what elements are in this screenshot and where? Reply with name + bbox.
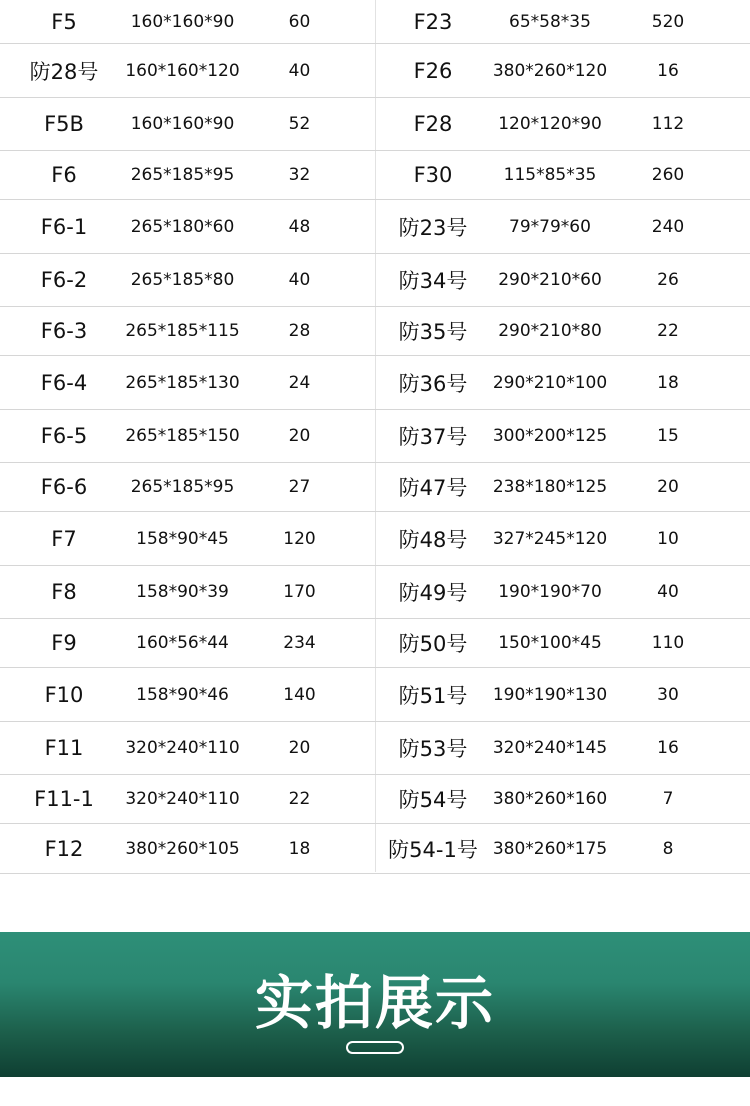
model-cell: 防49号 [398, 581, 468, 605]
size-cell: 290*210*80 [498, 321, 602, 341]
quantity-cell: 48 [288, 216, 311, 237]
model-cell: 防35号 [398, 320, 468, 344]
quantity-cell: 10 [657, 528, 679, 549]
model-cell: F9 [51, 631, 77, 655]
size-cell: 160*56*44 [136, 633, 229, 653]
quantity-cell: 52 [288, 114, 311, 134]
table-row [0, 775, 750, 824]
model-cell: F30 [413, 163, 453, 187]
model-cell: F23 [413, 9, 453, 34]
quantity-cell: 40 [288, 270, 311, 290]
size-cell: 79*79*60 [509, 216, 591, 237]
size-cell: 265*185*115 [125, 321, 240, 341]
model-cell: 防51号 [398, 683, 468, 708]
model-cell: F11 [44, 736, 84, 760]
model-cell: F5B [44, 112, 84, 136]
quantity-cell: 240 [651, 216, 685, 237]
size-cell: 380*260*175 [492, 838, 608, 859]
table-row [0, 307, 750, 356]
size-cell: 320*240*110 [125, 738, 240, 758]
quantity-cell: 28 [288, 321, 311, 341]
quantity-cell: 18 [657, 372, 679, 393]
table-row [0, 619, 750, 668]
size-cell: 320*240*145 [492, 738, 608, 758]
section-banner [0, 932, 750, 1077]
size-cell: 150*100*45 [498, 633, 602, 653]
size-cell: 265*185*95 [130, 477, 235, 497]
quantity-cell: 18 [288, 838, 311, 859]
table-row [0, 356, 750, 410]
size-cell: 320*240*110 [125, 789, 240, 809]
quantity-cell: 7 [662, 789, 674, 809]
table-row [0, 44, 750, 98]
table-row [0, 668, 750, 722]
table-row [0, 722, 750, 775]
quantity-cell: 16 [657, 738, 679, 758]
model-cell: 防53号 [398, 737, 468, 761]
size-cell: 160*160*90 [130, 11, 235, 32]
size-cell: 265*185*150 [125, 426, 240, 446]
table-row [0, 463, 750, 512]
model-cell: F6-1 [40, 214, 88, 239]
model-cell: F8 [51, 580, 77, 604]
size-cell: 160*160*90 [130, 114, 235, 134]
size-cell: 290*210*100 [492, 372, 608, 393]
size-cell: 265*180*60 [130, 216, 235, 237]
quantity-cell: 520 [651, 11, 685, 32]
model-cell: F28 [413, 112, 453, 136]
model-cell: F6-5 [40, 424, 88, 448]
quantity-cell: 40 [288, 60, 311, 81]
size-cell: 290*210*60 [498, 270, 602, 290]
quantity-cell: 8 [662, 838, 674, 859]
table-row [0, 151, 750, 200]
quantity-cell: 26 [657, 270, 679, 290]
table-row [0, 0, 750, 44]
model-cell: 防48号 [398, 527, 468, 552]
quantity-cell: 170 [283, 582, 316, 602]
quantity-cell: 40 [657, 582, 679, 602]
quantity-cell: 112 [651, 114, 685, 134]
model-cell: 防36号 [398, 371, 468, 396]
model-cell: F6-4 [40, 370, 88, 395]
model-cell: F12 [44, 836, 84, 861]
quantity-cell: 20 [657, 477, 679, 497]
banner-title: 实拍展示 [254, 969, 495, 1037]
quantity-cell: 24 [288, 372, 311, 393]
quantity-cell: 140 [283, 684, 316, 705]
model-cell: F7 [51, 526, 77, 551]
size-cell: 158*90*46 [136, 684, 229, 705]
size-cell: 265*185*130 [125, 372, 240, 393]
table-row [0, 200, 750, 254]
model-cell: 防54号 [398, 788, 468, 812]
size-cell: 300*200*125 [492, 426, 608, 446]
model-cell: 防23号 [398, 215, 468, 240]
quantity-cell: 30 [657, 684, 679, 705]
table-row [0, 98, 750, 151]
model-cell: F10 [44, 682, 84, 707]
model-cell: 防37号 [398, 425, 468, 449]
table-row [0, 254, 750, 307]
size-cell: 327*245*120 [492, 528, 608, 549]
size-cell: 190*190*130 [492, 684, 608, 705]
model-cell: 防54-1号 [388, 837, 478, 862]
quantity-cell: 234 [283, 633, 316, 653]
quantity-cell: 22 [657, 321, 679, 341]
quantity-cell: 110 [651, 633, 685, 653]
size-cell: 120*120*90 [498, 114, 602, 134]
size-cell: 238*180*125 [492, 477, 608, 497]
quantity-cell: 22 [288, 789, 311, 809]
size-cell: 115*85*35 [503, 165, 597, 185]
size-cell: 380*260*120 [492, 60, 608, 81]
table-row [0, 824, 750, 874]
size-cell: 265*185*95 [130, 165, 235, 185]
model-cell: F6-2 [40, 268, 88, 292]
quantity-cell: 120 [283, 528, 316, 549]
quantity-cell: 20 [288, 426, 311, 446]
quantity-cell: 20 [288, 738, 311, 758]
model-cell: 防47号 [398, 476, 468, 500]
banner-pill-ornament [346, 1041, 404, 1054]
quantity-cell: 27 [288, 477, 311, 497]
quantity-cell: 15 [657, 426, 679, 446]
size-cell: 158*90*45 [136, 528, 229, 549]
size-cell: 380*260*105 [125, 838, 240, 859]
quantity-cell: 260 [651, 165, 685, 185]
table-row [0, 566, 750, 619]
model-cell: F6-3 [40, 319, 88, 343]
size-cell: 65*58*35 [509, 11, 591, 32]
model-cell: F6-6 [40, 475, 88, 499]
model-cell: F5 [51, 9, 77, 34]
model-cell: F6 [51, 163, 77, 187]
size-cell: 190*190*70 [498, 582, 602, 602]
size-cell: 160*160*120 [125, 60, 240, 81]
size-cell: 158*90*39 [136, 582, 229, 602]
table-row [0, 410, 750, 463]
model-cell: F26 [413, 58, 453, 83]
quantity-cell: 60 [288, 11, 311, 32]
model-cell: F11-1 [34, 787, 94, 811]
model-cell: 防34号 [398, 269, 468, 293]
table-row [0, 512, 750, 566]
size-cell: 380*260*160 [492, 789, 608, 809]
size-cell: 265*185*80 [130, 270, 235, 290]
quantity-cell: 32 [288, 165, 311, 185]
model-cell: 防28号 [29, 59, 99, 84]
quantity-cell: 16 [657, 60, 679, 81]
model-cell: 防50号 [398, 632, 468, 656]
